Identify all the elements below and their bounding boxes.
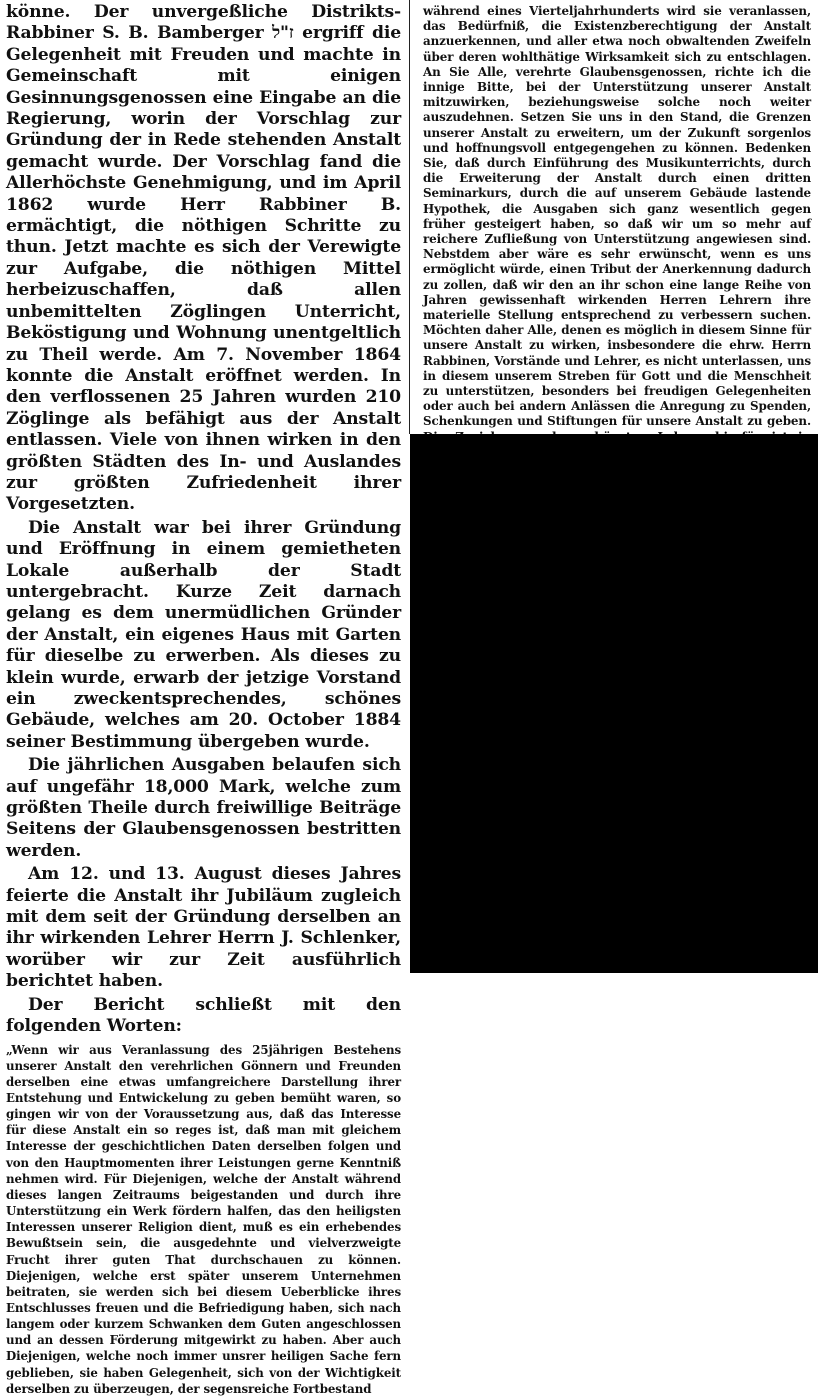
left-paragraph-3: Die jährlichen Ausgaben belaufen sich auf ungefähr 18,000 Mark, welche zum größten Theile durch freiwillige Beiträge Seitens der Glaubensgenossen bestritten werden. <box>6 755 401 861</box>
left-paragraph-2: Die Anstalt war bei ihrer Gründung und Eröffnung in einem gemietheten Lokale außerhalb der Stadt untergebracht. Kurze Zeit darnach gelang es dem unermüdlichen Gründer der Anstalt, ein eigenes Haus mit Garten für dieselbe zu erwerben. Als dieses zu klein wurde, erwarb der jetzige Vorstand ein zweckentsprechendes, schönes Gebäude, welches am 20. October 1884 seiner Bestimmung übergeben wurde. <box>6 517 401 752</box>
left-paragraph-1: könne. Der unvergeßliche Distrikts-Rabbiner S. B. Bamberger ז"ל ergriff die Gelegenheit mit Freuden und machte in Gemeinschaft mit einigen Gesinnungsgenossen eine Eingabe an die Regierung, worin der Vorschlag zur Gründung der in Rede stehenden Anstalt gemacht wurde. Der Vorschlag fand die Allerhöchste Genehmigung, und im April 1862 wurde Herr Rabbiner B. ermächtigt, die nöthigen Schritte zu thun. Jetzt machte es sich der Verewigte zur Aufgabe, die nöthigen Mittel herbeizuschaffen, daß allen unbemittelten Zöglingen Unterricht, Beköstigung und Wohnung unentgeltlich zu Theil werde. Am 7. November 1864 konnte die Anstalt eröffnet werden. In den verflossenen 25 Jahren wurden 210 Zöglinge als befähigt aus der Anstalt entlassen. Viele von ihnen wirken in den größten Städten des In- und Auslandes zur größten Zufriedenheit ihrer Vorgesetzten. <box>6 2 401 515</box>
right-column <box>423 4 811 432</box>
right-column-text: während eines Vierteljahrhunderts wird sie veranlassen, das Bedürfniß, die Existenzberechtigung der Anstalt anzuerkennen, und aller etwa noch obwaltenden Zweifeln über deren wohlthätige Wirksamkeit sich zu entschlagen. An Sie Alle, verehrte Glaubensgenossen, richte ich die innige Bitte, bei der Unterstützung unserer Anstalt mitzuwirken, beziehungsweise solche noch weiter auszudehnen. Setzen Sie uns in den Stand, die Grenzen unserer Anstalt zu erweitern, um der Zukunft sorgenlos und hoffnungsvoll entgegengehen zu können. Bedenken Sie, daß durch Einführung des Musikunterrichts, durch die Erweiterung der Anstalt durch einen dritten Seminarkurs, durch die auf unserem Gebäude lastende Hypothek, die Ausgaben sich ganz wesentlich gegen früher gesteigert haben, so daß wir um so mehr auf reichere Zufließung von Unterstützung angewiesen sind. Nebstdem aber wäre es sehr erwünscht, wenn es uns ermöglicht würde, einen Tribut der Anerkennung dadurch zu zollen, daß wir den an ihr schon eine lange Reihe von Jahren gewissenhaft wirkenden Herren Lehrern ihre materielle Stellung entsprechend zu verbessern suchen. Möchten daher Alle, denen es möglich in diesem Sinne für unsere Anstalt zu wirken, insbesondere die ehrw. Herrn Rabbinen, Vorstände und Lehrer, es nicht unterlassen, uns in diesem unserem Streben für Gott und die Menschheit zu unterstützen, besonders bei freudigen Gelegenheiten oder auch bei andern Anlässen die Anregung zu Spenden, Schenkungen und Stiftungen für unsere Anstalt zu geben. <box>423 4 811 429</box>
left-paragraph-4: Am 12. und 13. August dieses Jahres feierte die Anstalt ihr Jubiläum zugleich mit dem seit der Gründung derselben an ihr wirkenden Lehrer Herrn J. Schlenker, worüber wir zur Zeit ausführlich berichtet haben. <box>6 864 401 992</box>
left-column <box>6 2 401 1396</box>
black-block <box>410 434 818 973</box>
left-main-text <box>6 2 401 1038</box>
left-paragraph-5: Der Bericht schließt mit den folgenden Worten: <box>6 994 401 1037</box>
report-quote <box>6 1042 401 1397</box>
report-quote-text: „Wenn wir aus Veranlassung des 25jährigen Bestehens unserer Anstalt den verehrlichen Gönnern und Freunden derselben eine etwas umfangreichere Darstellung ihrer Entstehung und Entwickelung zu geben bemüht waren, so gingen wir von der Voraussetzung aus, daß das Interesse für diese Anstalt ein so reges ist, daß man mit gleichem Interesse der geschichtlichen Daten derselben folgen und von den Hauptmomenten ihrer Leistungen gerne Kenntniß nehmen wird. Für Diejenigen, welche der Anstalt während dieses langen Zeitraums beigestanden und durch ihre Unterstützung ein Werk fördern halfen, das den heiligsten Interessen unserer Religion dient, muß es ein erhebendes Bewußtsein sein, die ausgedehnte und vielverzweigte Frucht ihrer guten That durchschauen zu können. Diejenigen, welche erst später unserem Unternehmen beitraten, sie werden sich bei diesem Ueberblicke ihres Entschlusses freuen und die Befriedigung haben, sich nach langem oder kurzem Schwanken dem Guten angeschlossen und an dessen Förderung mitgewirkt zu haben. Aber auch Diejenigen, welche noch immer unsrer heiligen Sache fern geblieben, sie haben Gelegenheit, sich von der Wichtigkeit derselben zu überzeugen, der segensreiche Fortbestand <box>6 1042 401 1396</box>
column-divider <box>409 0 410 434</box>
